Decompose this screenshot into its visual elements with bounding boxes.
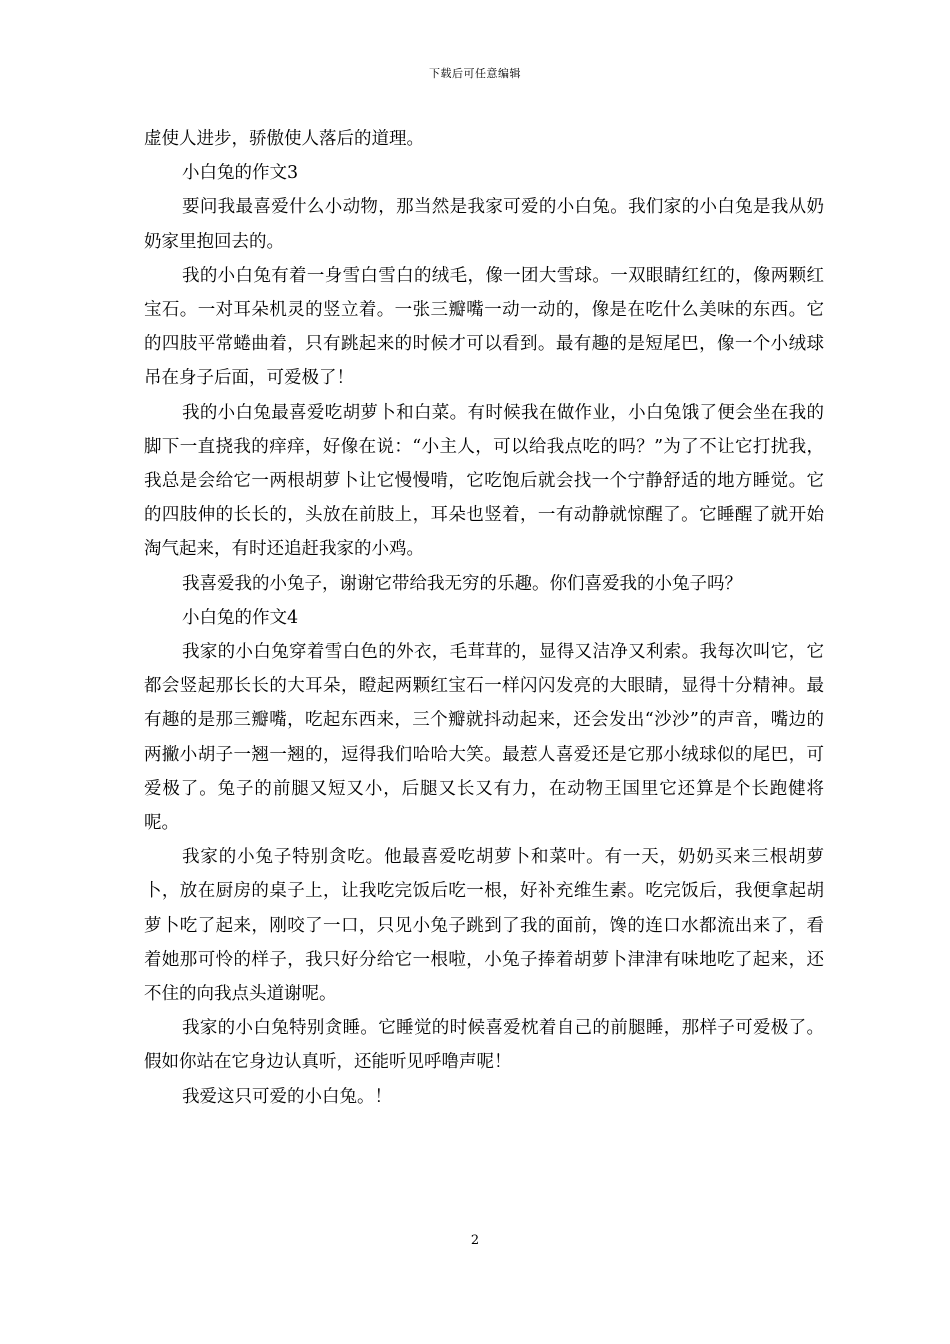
paragraph: 我的小白兔最喜爱吃胡萝卜和白菜。有时候我在做作业，小白兔饿了便会坐在我的脚下一直挠我的痒痒，好像在说：“小主人，可以给我点吃的吗？”为了不让它打扰我，我总是会给它一两根胡萝卜让它慢慢啃，它吃饱后就会找一个宁静舒适的地方睡觉。它的四肢伸的长长的，头放在前肢上，耳朵也竖着，一有动静就惊醒了。它睡醒了就开始淘气起来，有时还追赶我家的小鸡。 xyxy=(144,402,824,560)
section-heading-4: 小白兔的作文4 xyxy=(182,607,299,628)
paragraph-continuation: 虚使人进步，骄傲使人落后的道理。 xyxy=(144,129,424,149)
page-header: 下载后可任意编辑 xyxy=(429,67,521,80)
paragraph-closing: 我爱这只可爱的小白兔。！ xyxy=(182,1086,392,1107)
paragraph: 要问我最喜爱什么小动物，那当然是我家可爱的小白兔。我们家的小白兔是我从奶奶家里抱回去的。 xyxy=(144,197,824,252)
paragraph: 我家的小白兔特别贪睡。它睡觉的时候喜爱枕着自己的前腿睡，那样子可爱极了。假如你站在它身边认真听，还能听见呼噜声呢！ xyxy=(144,1018,824,1073)
paragraph: 我家的小兔子特别贪吃。他最喜爱吃胡萝卜和菜叶。有一天，奶奶买来三根胡萝卜，放在厨房的桌子上，让我吃完饭后吃一根，好补充维生素。吃完饭后，我便拿起胡萝卜吃了起来，刚咬了一口，只见小兔子跳到了我的面前，馋的连口水都流出来了，看着她那可怜的样子，我只好分给它一根啦，小兔子捧着胡萝卜津津有味地吃了起来，还不住的向我点头道谢呢。 xyxy=(144,847,824,1005)
paragraph: 我喜爱我的小兔子，谢谢它带给我无穷的乐趣。你们喜爱我的小兔子吗？ xyxy=(182,573,742,594)
paragraph: 我家的小白兔穿着雪白色的外衣，毛茸茸的，显得又洁净又利索。我每次叫它，它都会竖起那长长的大耳朵，瞪起两颗红宝石一样闪闪发亮的大眼睛，显得十分精神。最有趣的是那三瓣嘴，吃起东西来，三个瓣就抖动起来，还会发出“沙沙”的声音，嘴边的两撇小胡子一翘一翘的，逗得我们哈哈大笑。最惹人喜爱还是它那小绒球似的尾巴，可爱极了。兔子的前腿又短又小，后腿又长又有力，在动物王国里它还算是个长跑健将呢。 xyxy=(144,642,824,834)
document-body xyxy=(144,122,824,1114)
paragraph: 我的小白兔有着一身雪白雪白的绒毛，像一团大雪球。一双眼睛红红的，像两颗红宝石。一对耳朵机灵的竖立着。一张三瓣嘴一动一动的，像是在吃什么美味的东西。它的四肢平常蜷曲着，只有跳起来的时候才可以看到。最有趣的是短尾巴，像一个小绒球吊在身子后面，可爱极了！ xyxy=(144,265,824,389)
section-heading-3: 小白兔的作文3 xyxy=(182,163,299,184)
page-number: 2 xyxy=(470,1233,480,1248)
